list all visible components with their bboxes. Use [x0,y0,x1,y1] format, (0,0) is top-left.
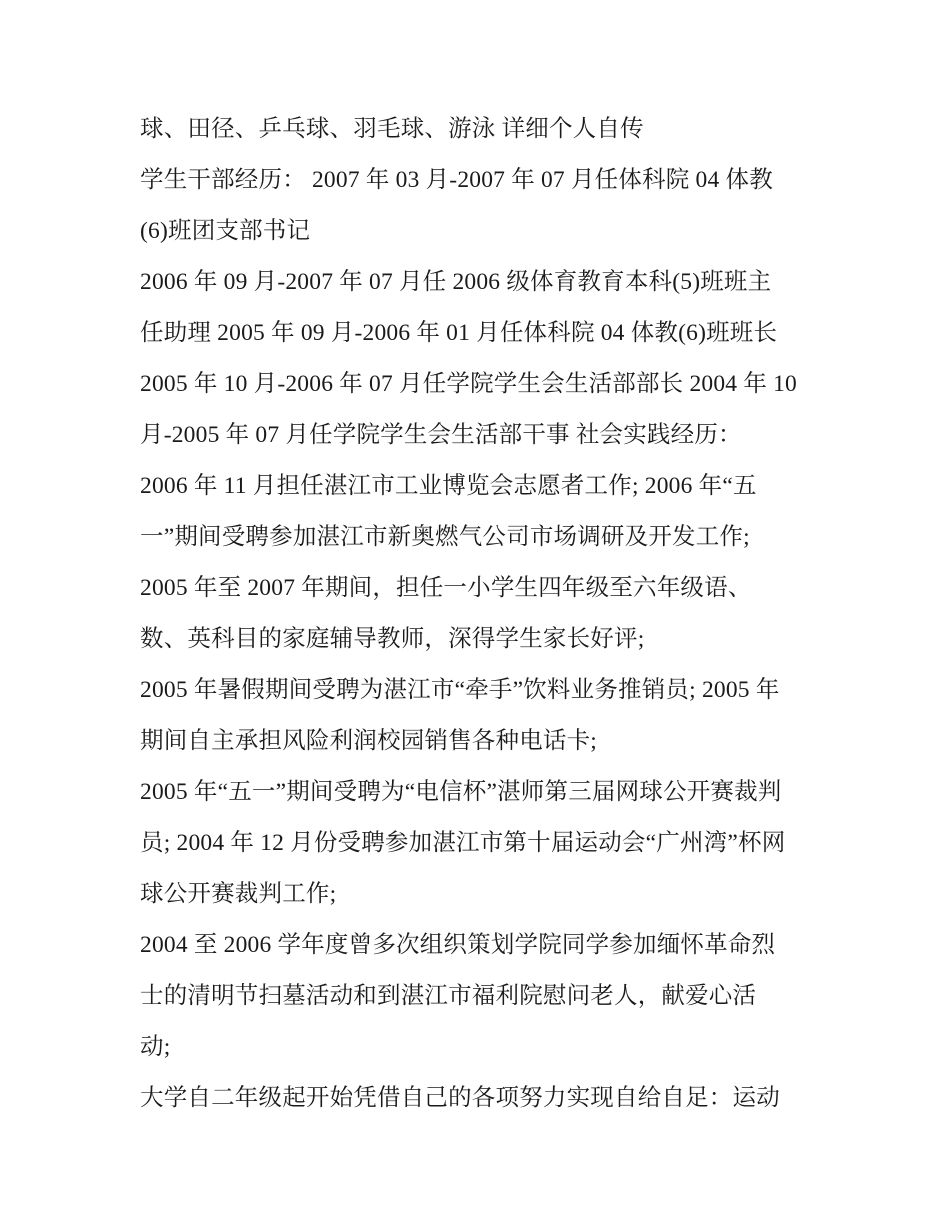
text-line: 士的清明节扫墓活动和到湛江市福利院慰问老人，献爱心活 [140,983,757,1009]
text-line: 2005 年“五一”期间受聘为“电信杯”湛师第三届网球公开赛裁判 [140,779,782,805]
text-line: 2006 年 11 月担任湛江市工业博览会志愿者工作; 2006 年“五 [140,473,757,499]
text-line: 学生干部经历： 2007 年 03 月-2007 年 07 月任体科院 04 体教 [140,167,773,193]
text-line: 球公开赛裁判工作; [140,881,337,907]
text-line: 月-2005 年 07 月任学院学生会生活部干事 社会实践经历： [140,422,742,448]
text-line: 2004 至 2006 学年度曾多次组织策划学院同学参加缅怀革命烈 [140,932,776,958]
text-line: 2005 年 10 月-2006 年 07 月任学院学生会生活部部长 2004 年 10 [140,371,797,397]
text-line: 任助理 2005 年 09 月-2006 年 01 月任体科院 04 体教(6)班班长 [140,320,778,346]
text-line: 球、田径、乒乓球、羽毛球、游泳 详细个人自传 [140,116,644,142]
text-line: 2005 年暑假期间受聘为湛江市“牵手”饮料业务推销员; 2005 年 [140,677,780,703]
text-line: 期间自主承担风险利润校园销售各种电话卡; [140,728,598,754]
text-line: 员; 2004 年 12 月份受聘参加湛江市第十届运动会“广州湾”杯网 [140,830,786,856]
text-line: (6)班团支部书记 [140,218,311,244]
text-line: 2005 年至 2007 年期间，担任一小学生四年级至六年级语、 [140,575,752,601]
text-line: 动; [140,1034,171,1060]
text-line: 一”期间受聘参加湛江市新奥燃气公司市场调研及开发工作; [140,524,750,550]
text-line: 大学自二年级起开始凭借自己的各项努力实现自给自足：运动 [140,1085,780,1111]
body-text [140,108,830,1128]
text-line: 数、英科目的家庭辅导教师，深得学生家长好评; [140,626,645,652]
text-line: 2006 年 09 月-2007 年 07 月任 2006 级体育教育本科(5)班班主 [140,269,772,295]
